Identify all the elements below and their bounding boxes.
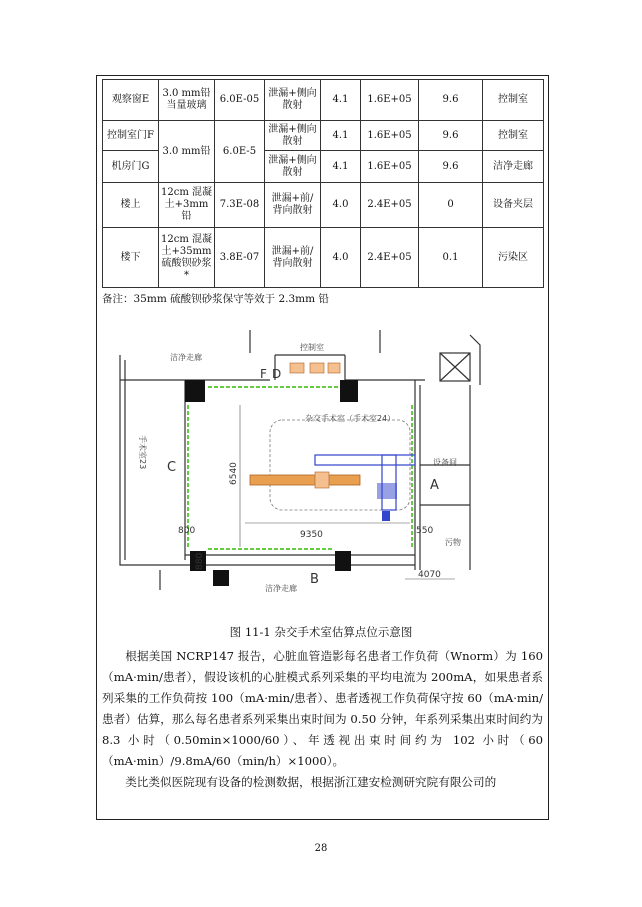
table-cell: 楼上 [103,183,159,228]
label-hybrid-or: 杂交手术室（手术室24） [305,414,396,423]
table-cell: 控制室 [483,80,544,121]
c-arm-equipment [250,455,415,521]
table-cell: 泄漏+侧向散射 [265,151,321,183]
table-cell: 3.0 mm铅 [159,121,215,183]
point-d: D [272,367,282,381]
table-cell: 1.6E+05 [361,80,419,121]
table-cell: 4.1 [321,121,361,151]
table-row [103,80,544,121]
shielding-table [102,79,544,288]
table-cell: 泄漏+侧向散射 [265,80,321,121]
point-a: A [430,478,439,493]
table-cell: 4.0 [321,228,361,288]
table-cell: 泄漏+侧向散射 [265,121,321,151]
table-cell: 机房门G [103,151,159,183]
table-cell: 3.0 mm铅当量玻璃 [159,80,215,121]
table-cell: 楼下 [103,228,159,288]
table-cell: 12cm 混凝土+3mm铅 [159,183,215,228]
dim-4070: 4070 [418,570,441,580]
table-row [103,121,544,151]
dim-880: 880 [195,552,205,570]
paragraph: 类比类似医院现有设备的检测数据，根据浙江建安检测研究院有限公司的 [125,775,497,789]
table-cell: 泄漏+前/背向散射 [265,228,321,288]
label-or23: 手术室23 [138,435,147,470]
table-cell: 9.6 [419,121,483,151]
table-note: 备注：35mm 硫酸钡砂浆保守等效于 2.3mm 铅 [102,293,329,305]
figure-caption: 图 11-1 杂交手术室估算点位示意图 [229,625,413,639]
table-cell: 泄漏+前/背向散射 [265,183,321,228]
table-cell: 4.1 [321,151,361,183]
table-cell: 观察窗E [103,80,159,121]
page-number: 28 [314,843,328,854]
table-cell: 6.0E-05 [215,80,265,121]
point-c: C [167,460,177,475]
shielding-lines [188,387,412,549]
floor-plan-diagram [100,325,540,597]
table-cell: 9.6 [419,80,483,121]
table-cell: 洁净走廊 [483,151,544,183]
label-equipment-room: 设备间 [433,458,457,467]
label-clean-corridor-bottom: 洁净走廊 [265,584,297,593]
dim-800: 800 [178,526,196,536]
label-control-room: 控制室 [300,343,324,352]
table-cell: 设备夹层 [483,183,544,228]
table-cell: 污染区 [483,228,544,288]
dim-550: 550 [416,526,434,536]
table-cell: 6.0E-5 [215,121,265,183]
point-b: B [310,572,319,587]
control-console [290,363,340,373]
table-cell: 12cm 混凝土+35mm硫酸钡砂浆* [159,228,215,288]
table-cell: 0 [419,183,483,228]
table-cell: 7.3E-08 [215,183,265,228]
table-cell: 3.8E-07 [215,228,265,288]
table-cell: 0.1 [419,228,483,288]
table-row [103,228,544,288]
label-dirty: 污物 [445,538,461,547]
body-text [102,646,543,793]
point-f: F [260,367,267,381]
table-cell: 2.4E+05 [361,228,419,288]
table-cell: 1.6E+05 [361,121,419,151]
table-row [103,183,544,228]
label-clean-corridor-top: 洁净走廊 [170,353,202,362]
table-cell: 4.0 [321,183,361,228]
table-cell: 控制室门F [103,121,159,151]
dim-9350: 9350 [300,530,323,540]
table-cell: 4.1 [321,80,361,121]
dim-6540: 6540 [229,462,239,485]
paragraph: 根据美国 NCRP147 报告，心脏血管造影每名患者工作负荷（Wnorm）为 160（mA·min/患者），假设该机的心脏模式系列采集的平均电流为 200mA，如果患者系列采集的工作负荷按 100（mA·min/患者）、患者透视工作负荷保守按 60（mA·min/患者）估算，那么每名患者系列采集出束时间为 0.50 分钟，年系列采集出束时间约为 8.3 小时（0.50min×1000/60）、年透视出束时间约为 102 小时（60（mA·min）/9.8mA/60（min/h）×1000）。 [102,649,543,768]
table-cell: 控制室 [483,121,544,151]
table-cell: 1.6E+05 [361,151,419,183]
table-cell: 9.6 [419,151,483,183]
table-cell: 2.4E+05 [361,183,419,228]
